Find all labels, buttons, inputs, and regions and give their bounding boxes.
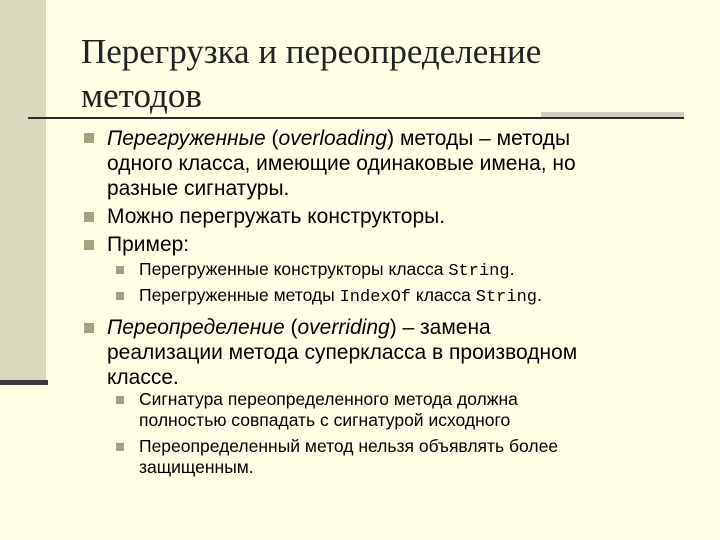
code-string: String: [475, 288, 537, 307]
sub-bullet-text-line: Сигнатура переопределенного метода должна: [139, 389, 518, 409]
bullet-overriding: [107, 315, 707, 390]
bullet-text-line: одного класса, имеющие одинаковые имена, но: [107, 152, 576, 175]
bullet-constructors: [107, 204, 445, 229]
bullet-text: Можно перегружать конструкторы.: [107, 205, 446, 228]
sub-bullet-constructors: [139, 259, 514, 282]
sub-bullet-square-icon: [116, 443, 124, 451]
bullet-overloading: [107, 126, 707, 201]
bullet-text: ) – замена: [389, 316, 491, 339]
sub-bullet-indexof: [139, 285, 542, 308]
title-line-2: методов: [81, 76, 202, 115]
bullet-text-line: разные сигнатуры.: [107, 177, 290, 200]
bullet-text: ) методы – методы: [387, 127, 571, 150]
term-overriding-ru: Переопределение: [107, 316, 285, 339]
period: .: [537, 285, 542, 305]
bullet-square-icon: [84, 133, 94, 143]
sub-bullet-text: Перегруженные методы: [139, 285, 340, 305]
sub-bullet-protection: [139, 436, 699, 478]
bullet-square-icon: [84, 323, 94, 333]
bullet-text-line: реализации метода суперкласса в производном: [107, 341, 578, 364]
term-overloading: overloading: [278, 127, 388, 150]
term-overloaded: Перегруженные: [107, 127, 266, 150]
bullet-text: Пример:: [107, 233, 190, 256]
paren-open: (: [284, 316, 298, 339]
bullet-text-line: классе.: [107, 366, 179, 389]
paren-open: (: [265, 127, 279, 150]
title-line-1: Перегрузка и переопределение: [81, 32, 542, 71]
sub-bullet-text-line: Переопределенный метод нельзя объявлять более: [139, 436, 559, 456]
sub-bullet-square-icon: [116, 292, 124, 300]
period: .: [509, 259, 515, 279]
term-overriding: overriding: [297, 316, 390, 339]
bullet-square-icon: [84, 212, 94, 222]
code-indexof: IndexOf: [339, 288, 412, 307]
sub-bullet-signature: [139, 389, 699, 431]
bullet-square-icon: [84, 240, 94, 250]
sub-bullet-text: Перегруженные конструкторы класса: [139, 259, 449, 279]
sub-bullet-text: класса: [411, 285, 476, 305]
sub-bullet-text-line: полностью совпадать с сигнатурой исходного: [139, 410, 511, 430]
sub-bullet-square-icon: [116, 396, 124, 404]
sub-bullet-square-icon: [116, 266, 124, 274]
bullet-example: [107, 232, 189, 257]
sub-bullet-text-line: защищенным.: [139, 457, 254, 477]
code-string: String: [448, 262, 510, 281]
